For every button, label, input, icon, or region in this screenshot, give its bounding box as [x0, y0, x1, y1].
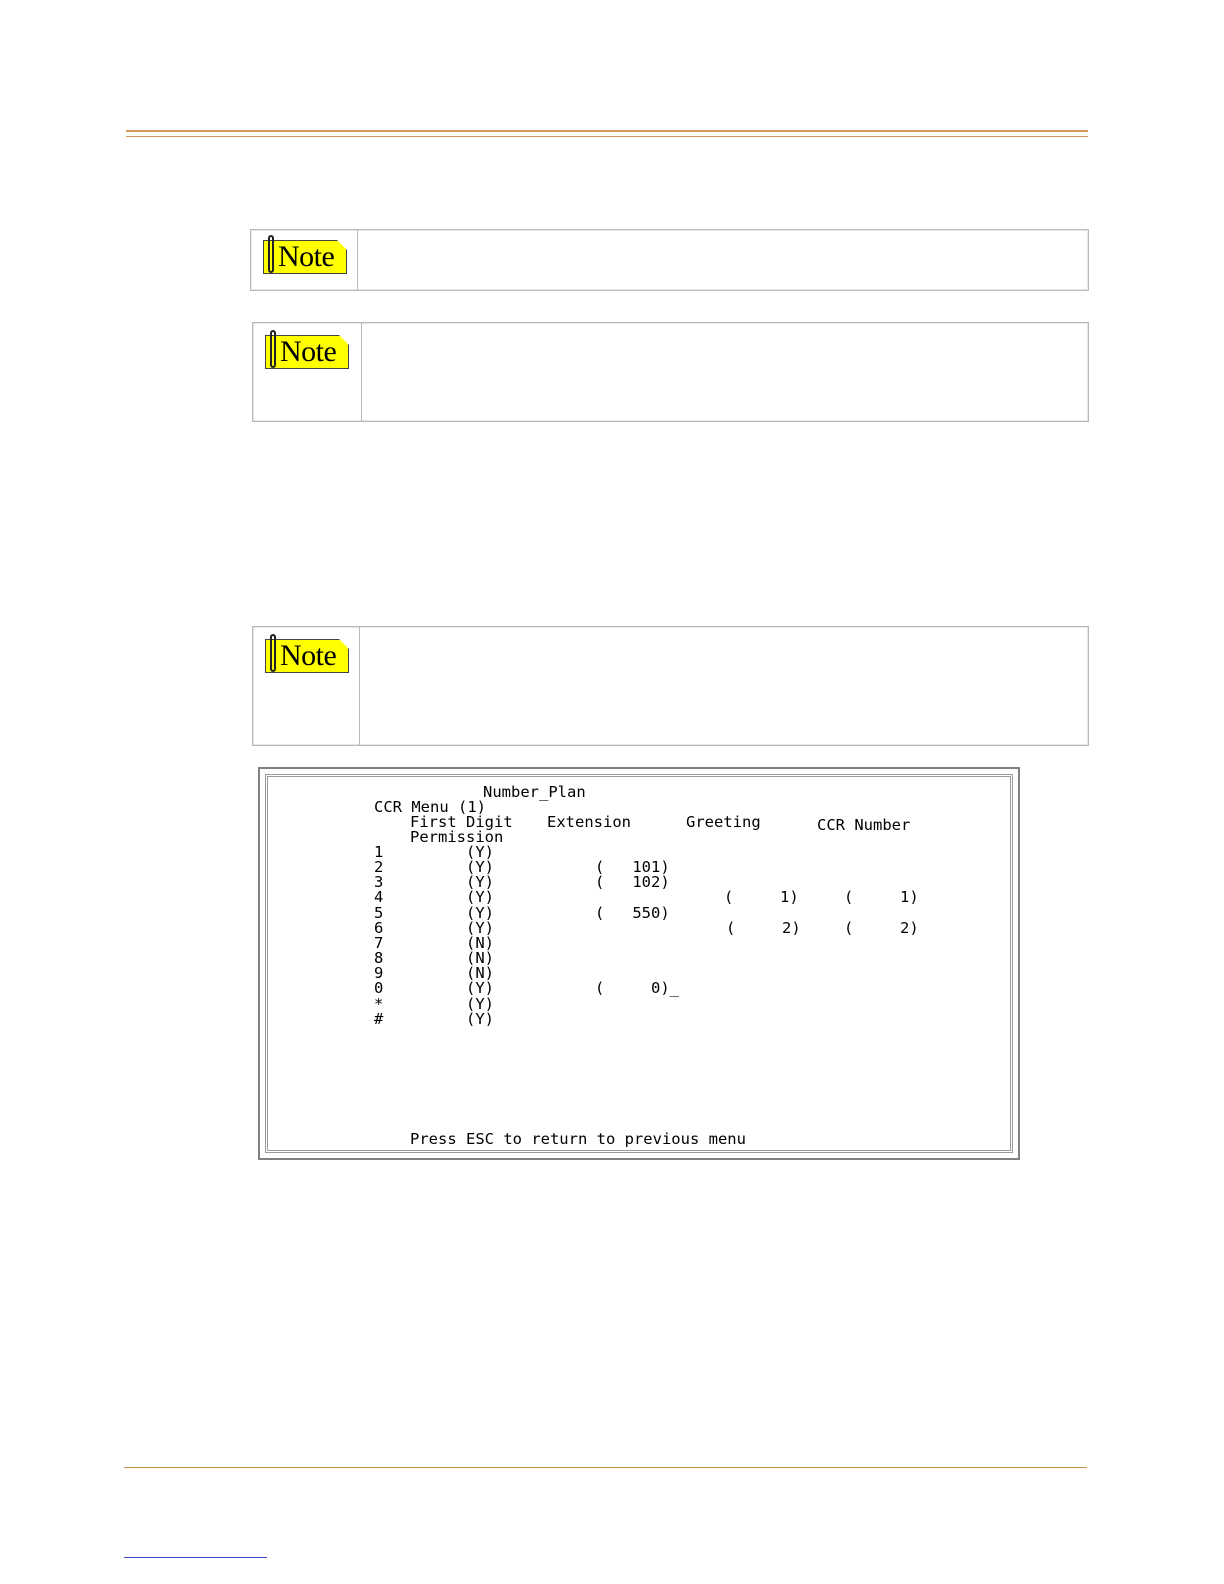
- row-permission: (Y): [466, 843, 494, 861]
- row-permission: (Y): [466, 903, 494, 922]
- row-digit: 8: [374, 949, 384, 968]
- note-label: Note: [280, 639, 337, 672]
- row-digit: 0: [374, 979, 384, 998]
- row-permission: (N): [466, 964, 494, 983]
- row-digit: 3: [374, 873, 384, 892]
- row-permission: (Y): [466, 918, 494, 937]
- header-rule: [126, 130, 1088, 132]
- row-digit: 7: [374, 933, 384, 952]
- row-permission: (N): [466, 933, 494, 952]
- row-digit: 5: [374, 903, 384, 922]
- note-box-2: [252, 322, 1089, 422]
- row-digit: 1: [374, 843, 384, 861]
- paperclip-icon: [268, 235, 274, 273]
- row-greeting: ( 1): [724, 888, 799, 907]
- row-digit: 9: [374, 964, 384, 983]
- row-ccr-number: ( 2): [844, 918, 919, 937]
- row-permission: (Y): [466, 858, 494, 877]
- row-extension: ( 101): [595, 858, 670, 877]
- footer-rule: [124, 1467, 1087, 1468]
- row-permission: (Y): [466, 888, 494, 907]
- paperclip-icon: [270, 330, 276, 368]
- row-extension: ( 0)_: [595, 979, 679, 998]
- row-digit: *: [374, 994, 384, 1013]
- column-header-first-digit: First Digit: [410, 813, 513, 831]
- row-extension: ( 550): [595, 903, 670, 922]
- terminal-frame: [265, 774, 1013, 1153]
- row-permission: (N): [466, 949, 494, 968]
- terminal-screen: [268, 777, 1010, 1150]
- paperclip-icon: [270, 634, 276, 672]
- footer-link-underline[interactable]: [124, 1557, 267, 1558]
- row-digit: 2: [374, 858, 384, 877]
- row-permission: (Y): [466, 979, 494, 998]
- note-label: Note: [278, 240, 335, 273]
- note-label: Note: [280, 335, 337, 368]
- terminal-title: Number_Plan: [483, 783, 586, 801]
- note-box-1: [250, 229, 1089, 291]
- column-header-permission: Permission: [410, 828, 504, 846]
- column-header-greeting: Greeting: [686, 813, 761, 831]
- note-box-3: [252, 626, 1089, 746]
- row-digit: 4: [374, 888, 384, 907]
- row-permission: (Y): [466, 1009, 494, 1028]
- row-extension: ( 102): [595, 873, 670, 892]
- terminal-screenshot: [258, 767, 1020, 1160]
- column-header-ccr-number: CCR Number: [817, 816, 911, 834]
- note-icon: [265, 639, 349, 673]
- menu-label: CCR Menu (1): [374, 798, 486, 816]
- row-greeting: ( 2): [726, 918, 801, 937]
- note-icon: [265, 335, 349, 369]
- note-icon: [263, 240, 347, 274]
- row-permission: (Y): [466, 873, 494, 892]
- row-ccr-number: ( 1): [844, 888, 919, 907]
- footer-instruction: Press ESC to return to previous menu: [410, 1130, 746, 1148]
- column-header-extension: Extension: [547, 813, 631, 831]
- header-rule-thin: [126, 136, 1088, 137]
- row-permission: (Y): [466, 994, 494, 1013]
- row-digit: #: [374, 1009, 384, 1028]
- row-digit: 6: [374, 918, 384, 937]
